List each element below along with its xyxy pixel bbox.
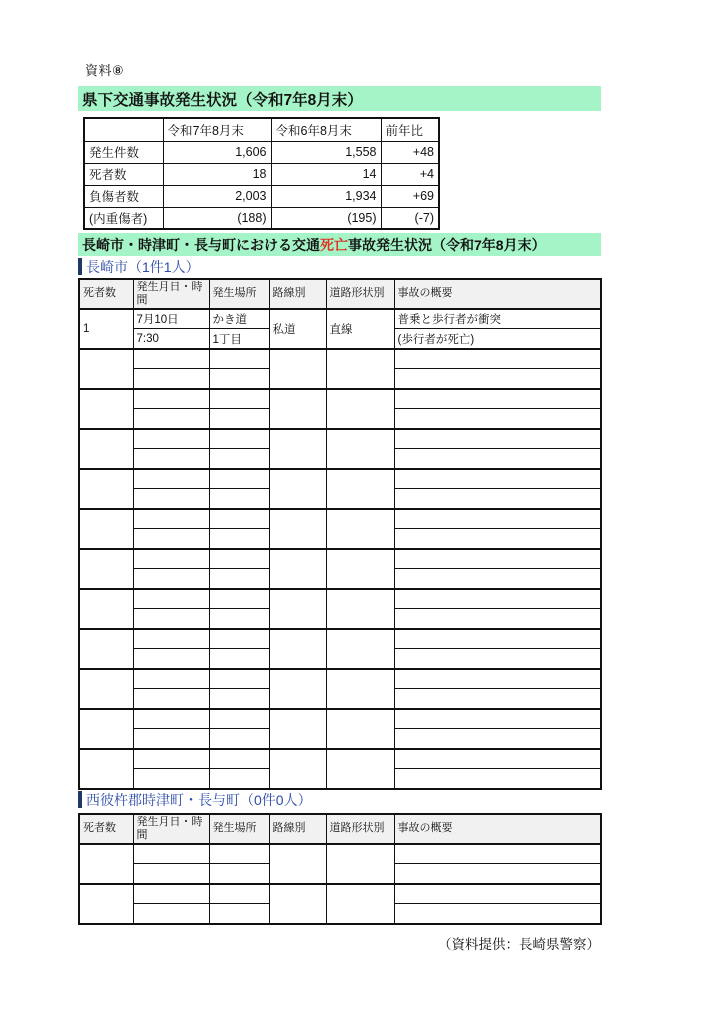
deaths-cell [79, 884, 133, 924]
summary-value-previous: 1,558 [271, 141, 381, 163]
date-cell [133, 509, 209, 529]
summary-value-previous: 14 [271, 163, 381, 185]
place-cell [209, 844, 269, 864]
date-cell [133, 884, 209, 904]
road-shape-cell [326, 669, 394, 709]
accident-row [79, 629, 601, 649]
deaths-cell [79, 669, 133, 709]
accident-summary-cell [394, 529, 601, 549]
summary-row [84, 141, 439, 163]
summary-row [84, 207, 439, 229]
summary-corner-cell [84, 118, 163, 141]
time-cell [133, 569, 209, 589]
accident-summary-cell [394, 549, 601, 569]
date-cell: 7月10日 [133, 309, 209, 329]
seihi-district-heading-label: 西彼杵郡時津町・長与町（0件0人） [86, 791, 312, 808]
accident-col-header: 発生月日・時間 [133, 279, 209, 309]
accident-row [79, 509, 601, 529]
fatal-accident-title-red: 死亡 [320, 236, 348, 253]
road-shape-cell [326, 589, 394, 629]
accident-summary-cell [394, 609, 601, 629]
place-cell [209, 489, 269, 509]
summary-col-header: 令和7年8月末 [163, 118, 271, 141]
summary-value-diff: +69 [381, 185, 439, 207]
time-cell [133, 409, 209, 429]
date-cell [133, 549, 209, 569]
fatal-accident-title-part1: 長崎市・時津町・長与町における交通 [82, 236, 320, 253]
accident-summary-cell [394, 489, 601, 509]
heading-accent-bar [78, 258, 82, 275]
deaths-cell [79, 469, 133, 509]
accident-summary-cell [394, 884, 601, 904]
road-shape-cell [326, 389, 394, 429]
summary-row-label: 負傷者数 [84, 185, 163, 207]
place-cell [209, 389, 269, 409]
nagasaki-city-heading-label: 長崎市（1件1人） [86, 258, 200, 275]
time-cell [133, 769, 209, 789]
prefecture-summary-title-band [78, 86, 601, 111]
document-label: 資料⑧ [85, 63, 125, 78]
prefecture-summary-table [83, 117, 440, 230]
place-cell [209, 349, 269, 369]
accident-summary-cell [394, 769, 601, 789]
date-cell [133, 844, 209, 864]
accident-row [79, 749, 601, 769]
accident-col-header: 発生月日・時間 [133, 814, 209, 844]
accident-summary-cell [394, 709, 601, 729]
accident-summary-cell [394, 429, 601, 449]
road-shape-cell [326, 469, 394, 509]
place-cell [209, 369, 269, 389]
seihi-accident-table [78, 813, 602, 925]
road-shape-cell [326, 709, 394, 749]
accident-row [79, 549, 601, 569]
accident-row [79, 469, 601, 489]
time-cell [133, 689, 209, 709]
time-cell [133, 864, 209, 884]
summary-value-previous: (195) [271, 207, 381, 229]
place-cell [209, 569, 269, 589]
summary-value-current: 18 [163, 163, 271, 185]
place-cell [209, 609, 269, 629]
route-type-cell [269, 389, 326, 429]
accident-summary-cell [394, 509, 601, 529]
deaths-cell [79, 349, 133, 389]
place-cell [209, 589, 269, 609]
road-shape-cell [326, 509, 394, 549]
time-cell [133, 649, 209, 669]
place-cell [209, 649, 269, 669]
accident-col-header: 事故の概要 [394, 279, 601, 309]
summary-value-current: (188) [163, 207, 271, 229]
summary-row [84, 185, 439, 207]
accident-col-header: 道路形状別 [326, 279, 394, 309]
road-shape-cell: 直線 [326, 309, 394, 349]
deaths-cell [79, 844, 133, 884]
accident-row [79, 429, 601, 449]
place-cell [209, 549, 269, 569]
summary-row-label: (内重傷者) [84, 207, 163, 229]
accident-col-header: 事故の概要 [394, 814, 601, 844]
accident-col-header: 発生場所 [209, 279, 269, 309]
deaths-cell [79, 429, 133, 469]
accident-col-header: 路線別 [269, 814, 326, 844]
fatal-accident-title-part2: 事故発生状況（令和7年8月末） [348, 236, 546, 253]
route-type-cell [269, 884, 326, 924]
heading-accent-bar [78, 791, 82, 808]
place-cell [209, 904, 269, 924]
road-shape-cell [326, 549, 394, 589]
place-cell [209, 669, 269, 689]
accident-summary-cell [394, 449, 601, 469]
summary-value-diff: +4 [381, 163, 439, 185]
time-cell [133, 369, 209, 389]
date-cell [133, 669, 209, 689]
place-cell [209, 469, 269, 489]
accident-summary-cell [394, 729, 601, 749]
place-cell [209, 709, 269, 729]
accident-row [79, 709, 601, 729]
route-type-cell [269, 509, 326, 549]
road-shape-cell [326, 349, 394, 389]
accident-row [79, 309, 601, 329]
road-shape-cell [326, 629, 394, 669]
place-cell [209, 409, 269, 429]
accident-row [79, 349, 601, 369]
accident-summary-cell [394, 649, 601, 669]
accident-summary-cell [394, 749, 601, 769]
deaths-cell [79, 389, 133, 429]
accident-col-header: 路線別 [269, 279, 326, 309]
accident-summary-cell [394, 844, 601, 864]
route-type-cell [269, 844, 326, 884]
place-cell: 1丁目 [209, 329, 269, 349]
accident-summary-cell [394, 629, 601, 649]
time-cell [133, 489, 209, 509]
accident-summary-cell [394, 864, 601, 884]
route-type-cell: 私道 [269, 309, 326, 349]
accident-summary-cell: (歩行者が死亡) [394, 329, 601, 349]
accident-summary-cell [394, 389, 601, 409]
summary-value-current: 2,003 [163, 185, 271, 207]
deaths-cell [79, 589, 133, 629]
accident-summary-cell [394, 589, 601, 609]
accident-col-header: 発生場所 [209, 814, 269, 844]
accident-row [79, 844, 601, 864]
deaths-cell [79, 749, 133, 789]
deaths-cell [79, 709, 133, 749]
road-shape-cell [326, 429, 394, 469]
road-shape-cell [326, 884, 394, 924]
deaths-cell [79, 549, 133, 589]
summary-value-previous: 1,934 [271, 185, 381, 207]
route-type-cell [269, 709, 326, 749]
place-cell [209, 864, 269, 884]
date-cell [133, 389, 209, 409]
deaths-cell: 1 [79, 309, 133, 349]
summary-row-label: 死者数 [84, 163, 163, 185]
date-cell [133, 589, 209, 609]
accident-summary-cell [394, 904, 601, 924]
date-cell [133, 749, 209, 769]
date-cell [133, 709, 209, 729]
place-cell [209, 749, 269, 769]
time-cell [133, 609, 209, 629]
summary-col-header: 前年比 [381, 118, 439, 141]
place-cell [209, 449, 269, 469]
accident-summary-cell [394, 689, 601, 709]
summary-row [84, 163, 439, 185]
summary-col-header: 令和6年8月末 [271, 118, 381, 141]
date-cell [133, 349, 209, 369]
route-type-cell [269, 669, 326, 709]
route-type-cell [269, 589, 326, 629]
time-cell [133, 904, 209, 924]
summary-value-current: 1,606 [163, 141, 271, 163]
place-cell [209, 529, 269, 549]
summary-row-label: 発生件数 [84, 141, 163, 163]
route-type-cell [269, 629, 326, 669]
prefecture-summary-title: 県下交通事故発生状況（令和7年8月末） [82, 91, 363, 109]
route-type-cell [269, 549, 326, 589]
accident-summary-cell [394, 469, 601, 489]
date-cell [133, 469, 209, 489]
time-cell [133, 449, 209, 469]
place-cell [209, 429, 269, 449]
deaths-cell [79, 629, 133, 669]
place-cell [209, 629, 269, 649]
place-cell [209, 509, 269, 529]
date-cell [133, 629, 209, 649]
nagasaki-city-heading [78, 257, 200, 276]
place-cell [209, 689, 269, 709]
accident-summary-cell [394, 669, 601, 689]
accident-summary-cell [394, 569, 601, 589]
place-cell: かき道 [209, 309, 269, 329]
deaths-cell [79, 509, 133, 549]
source-credit: （資料提供：長崎県警察） [438, 937, 600, 952]
time-cell [133, 729, 209, 749]
summary-value-diff: +48 [381, 141, 439, 163]
accident-row [79, 589, 601, 609]
place-cell [209, 729, 269, 749]
route-type-cell [269, 469, 326, 509]
accident-summary-cell [394, 409, 601, 429]
accident-summary-cell [394, 369, 601, 389]
place-cell [209, 769, 269, 789]
fatal-accident-title-band [78, 233, 601, 256]
time-cell: 7:30 [133, 329, 209, 349]
route-type-cell [269, 349, 326, 389]
road-shape-cell [326, 749, 394, 789]
nagasaki-accident-table [78, 278, 602, 790]
seihi-district-heading [78, 790, 312, 809]
accident-summary-cell: 普乗と歩行者が衝突 [394, 309, 601, 329]
accident-row [79, 389, 601, 409]
date-cell [133, 429, 209, 449]
route-type-cell [269, 429, 326, 469]
place-cell [209, 884, 269, 904]
summary-value-diff: (-7) [381, 207, 439, 229]
accident-row [79, 669, 601, 689]
accident-col-header: 道路形状別 [326, 814, 394, 844]
accident-col-header: 死者数 [79, 279, 133, 309]
route-type-cell [269, 749, 326, 789]
road-shape-cell [326, 844, 394, 884]
accident-summary-cell [394, 349, 601, 369]
accident-col-header: 死者数 [79, 814, 133, 844]
accident-row [79, 884, 601, 904]
time-cell [133, 529, 209, 549]
